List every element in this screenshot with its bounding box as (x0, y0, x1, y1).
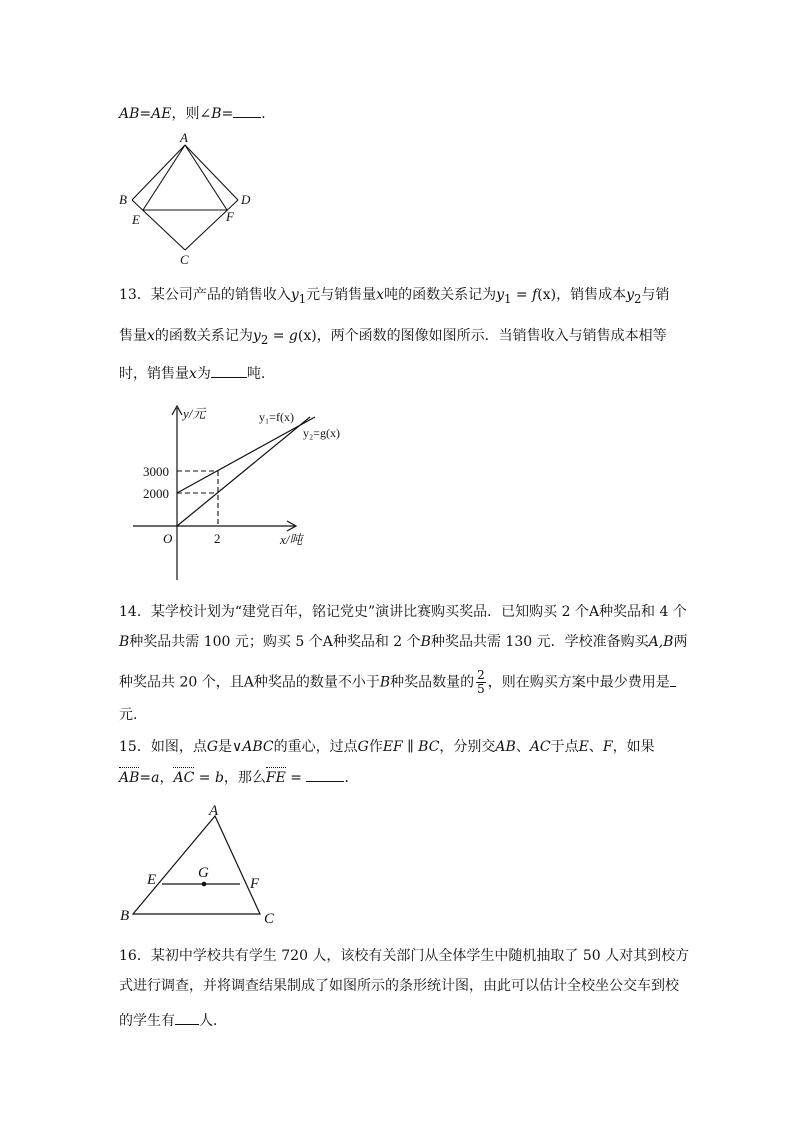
q15-l1-p17: 、 (588, 739, 603, 755)
q12-label-b: B (119, 192, 127, 207)
q14-l4-p1: 元． (119, 707, 147, 723)
q13-l3-x: x (189, 366, 197, 382)
q15-vec-fe: FE (265, 770, 286, 786)
q15-l1-p3: 是∨ (218, 739, 243, 755)
q13-l1-f: f (532, 287, 538, 303)
q13-l3-p1: 时，销售量 (119, 366, 189, 382)
q14-l3-a: A (243, 674, 254, 691)
q12-text-ae: AE (151, 106, 172, 122)
q14-line-2 (119, 632, 687, 652)
q15-l1-p7: 作 (368, 739, 383, 755)
q15-l1-e: E (578, 739, 589, 755)
q14-l2-b2: B (420, 634, 431, 650)
q13-l2-x: x (147, 328, 155, 344)
q13-l1-p1: 13．某公司产品的销售收入 (119, 287, 291, 303)
q15-label-c: C (264, 911, 275, 927)
q15-l1-bc: BC (418, 739, 440, 755)
q13-graph (125, 400, 365, 585)
q15-l1-ef: EF (382, 739, 403, 755)
q13-tick-2000: 2000 (143, 486, 169, 501)
q15-l2-p3: ， (159, 770, 174, 786)
q15-figure (112, 800, 282, 930)
q13-l1-y1b: y (496, 287, 504, 303)
q16-line-1: 16．某初中学校共有学生 720 人，该校有关部门从全体学生中随机抽取了 50 人对其到校方 (119, 948, 690, 964)
q14-line-1 (119, 602, 687, 622)
q15-vec-ab: AB (119, 770, 140, 786)
q15-line-2 (119, 767, 358, 788)
q14-l1-p3: 种奖品和 4 个 (599, 604, 687, 620)
q12-text-ab: AB (119, 106, 140, 122)
q15-answer-blank (306, 767, 344, 782)
q13-l1-y2: y (626, 287, 634, 303)
q13-line-2 (119, 326, 667, 350)
q12-label-d: D (241, 192, 251, 207)
q12-text-b: B (211, 106, 222, 122)
q14-frac-num: 2 (477, 668, 485, 682)
q14-l2-p8: 两 (673, 634, 688, 650)
q15-l1-f: F (602, 739, 613, 755)
q13-l1-y1b-sub: 1 (504, 291, 512, 306)
q16-l3-b: 人． (199, 1013, 227, 1029)
q15-label-a: A (209, 803, 219, 819)
q15-label-f: F (250, 876, 260, 892)
q14-l3-b: B (379, 674, 391, 691)
q13-l1-eq: = (511, 287, 533, 303)
q12-segment-ad (185, 145, 238, 200)
q14-fraction (476, 669, 486, 696)
q13-answer-blank (211, 363, 247, 378)
q13-l1-y2-sub: 2 (634, 291, 642, 306)
q12-segment-af (185, 145, 227, 210)
q14-answer-blank (670, 672, 676, 687)
q15-l1-p19: ，如果 (612, 739, 655, 755)
q13-l2-y2-sub: 2 (260, 332, 269, 347)
q13-l1-p10: ，销售成本 (556, 287, 627, 303)
q12-answer-blank (233, 103, 261, 118)
q13-line-f (177, 417, 315, 493)
q12-label-f: F (226, 209, 234, 224)
q13-y-axis-label: y/元 (183, 406, 206, 421)
q14-line-4 (119, 705, 147, 725)
q13-l2-g: g (288, 328, 298, 344)
q13-l3-p4: 吨． (246, 366, 275, 382)
q15-l1-parallel: ∥ (402, 739, 419, 755)
q15-vec-ac: AC (173, 770, 195, 786)
q13-line-1 (119, 285, 669, 309)
q15-l1-g2: G (357, 739, 369, 755)
q15-l2-eqb: = b (194, 770, 224, 786)
q15-l2-p6: ，那么 (223, 770, 266, 786)
q14-l2-ab: A,B (648, 634, 674, 650)
q13-tick-x2: 2 (214, 531, 221, 546)
q13-l3-p3: 为 (196, 366, 211, 382)
q12-text-eq2: = (221, 106, 234, 122)
q15-l1-abc: ABC (242, 739, 274, 755)
q15-point-g (202, 882, 207, 887)
q12-segment-ae (143, 145, 185, 210)
q12-text-angle: ，则∠ (171, 106, 212, 122)
q13-l2-eq: = (268, 328, 289, 344)
q15-label-g: G (198, 865, 209, 881)
q15-l1-p1: 15．如图，点 (119, 739, 207, 755)
q14-l2-p2: 种奖品共需 100 元；购买 5 个 (129, 634, 323, 650)
q13-l2-y2: y (252, 328, 261, 344)
q13-tick-3000: 3000 (143, 464, 169, 479)
q14-l1-a: A (588, 604, 600, 620)
q15-l2-end: ． (344, 770, 359, 786)
q14-l3-p6: ，则在购买方案中最少费用是 (487, 674, 670, 691)
q15-l1-ab: AB (495, 739, 516, 755)
q13-x-axis-label: x/吨 (280, 532, 303, 547)
q12-tail-line (119, 103, 275, 124)
q12-text-end: ． (261, 106, 276, 122)
q13-l1-x: x (376, 287, 385, 303)
q12-text-eq1: = (139, 106, 152, 122)
q15-label-b: B (120, 908, 130, 924)
q14-l1-p1: 14．某学校计划为“建党百年，铭记党史”演讲比赛购买奖品．已知购买 2 个 (119, 604, 589, 620)
q15-l2-eq: = (285, 770, 307, 786)
q15-l1-p5: 的重心，过点 (273, 739, 358, 755)
q15-line-1 (119, 737, 655, 757)
q13-l1-p3: 元与销售量 (306, 287, 377, 303)
q13-label-f: y₁=f(x) (259, 410, 294, 424)
q13-l1-fx: (x) (537, 287, 557, 303)
q15-l1-ac: AC (529, 739, 551, 755)
q15-l1-p15: 于点 (550, 739, 579, 755)
q14-line-3 (119, 669, 676, 696)
q13-line-3 (119, 363, 275, 384)
q14-l3-p5: 种奖品数量的 (390, 674, 475, 691)
q16-l3-a: 的学生有 (119, 1013, 175, 1029)
q15-triangle-abc (133, 816, 260, 914)
q15-l1-g: G (206, 739, 219, 755)
q15-l1-p11: ，分别交 (439, 739, 496, 755)
q13-l1-p12: 与销 (641, 287, 670, 303)
q14-l2-a: A (322, 634, 333, 650)
q14-frac-den: 5 (477, 682, 485, 696)
q13-origin-label: O (163, 531, 173, 546)
q16-line-3 (119, 1010, 227, 1031)
q14-l3-p1: 种奖品共 20 个，且 (119, 674, 244, 691)
q14-l2-p6: 种奖品共需 130 元．学校准备购买 (430, 634, 649, 650)
q13-l1-p5: 吨的函数关系记为 (384, 287, 497, 303)
q12-label-e: E (132, 212, 140, 227)
q13-l2-gx: (x) (297, 328, 317, 344)
q13-l1-y1: y (290, 287, 299, 303)
q13-label-g: y₂=g(x) (303, 426, 340, 440)
q13-l2-p1: 售量 (119, 328, 147, 344)
q15-l1-p13: 、 (515, 739, 530, 755)
q16-answer-blank (175, 1010, 199, 1025)
q16-line-2: 式进行调查，并将调查结果制成了如图所示的条形统计图，由此可以估计全校坐公交车到校 (119, 978, 679, 994)
q13-l2-p8: ，两个函数的图像如图所示．当销售收入与销售成本相等 (316, 328, 667, 344)
q14-l3-p3: 种奖品的数量不小于 (253, 674, 380, 691)
q14-l2-p4: 种奖品和 2 个 (332, 634, 421, 650)
q13-l1-y1-sub: 1 (298, 291, 307, 306)
q15-label-e: E (147, 872, 157, 888)
q12-label-c: C (180, 252, 189, 267)
q12-segment-dc (185, 200, 238, 250)
q12-label-a: A (180, 130, 188, 145)
q12-figure (110, 128, 270, 268)
q15-l2-eqa: =a (139, 770, 160, 786)
q14-l2-b: B (119, 634, 130, 650)
q13-l2-p3: 的函数关系记为 (154, 328, 253, 344)
q12-segment-ab (132, 145, 185, 200)
